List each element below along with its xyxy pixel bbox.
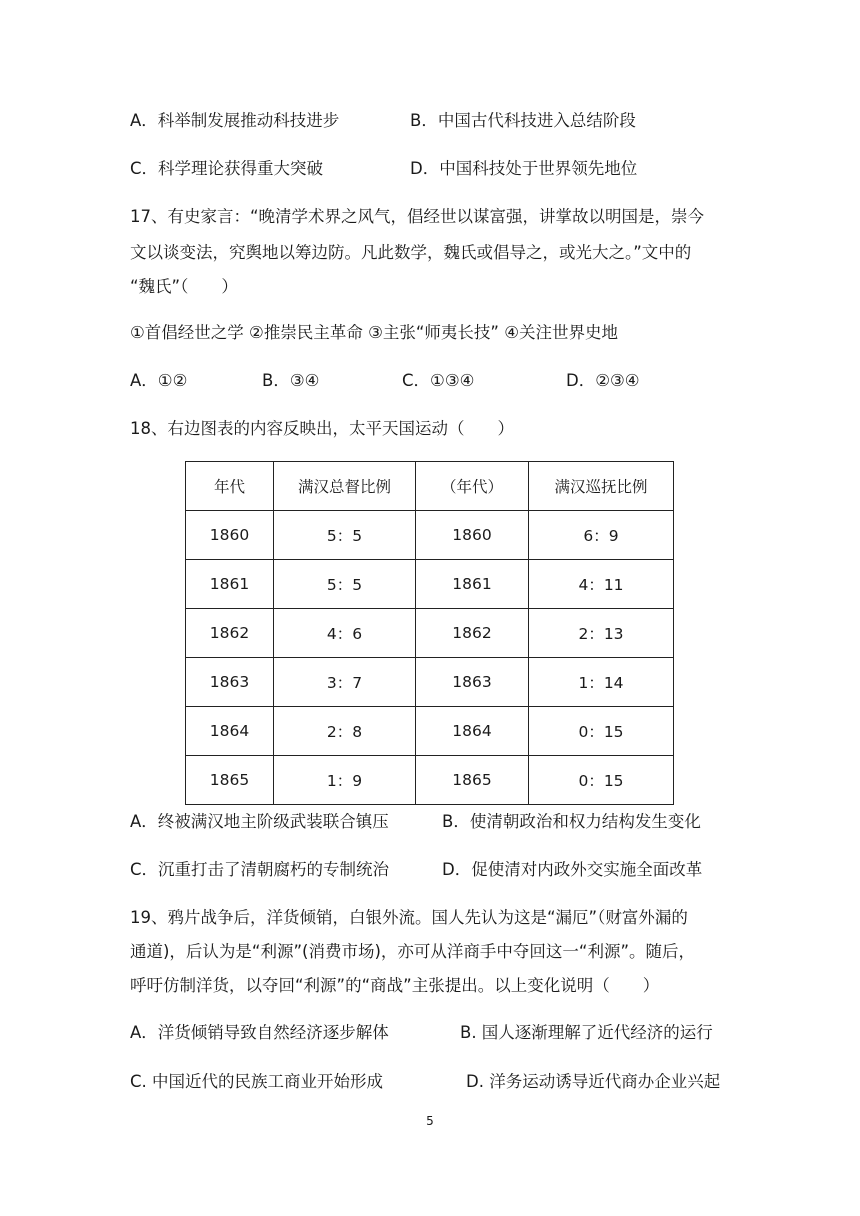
table-cell: 6：9 (529, 511, 674, 560)
table-cell: 1863 (186, 658, 274, 707)
table-cell: 1861 (416, 560, 529, 609)
header-cell: 满汉巡抚比例 (529, 462, 674, 511)
table-cell: 1863 (416, 658, 529, 707)
table-cell: 1861 (186, 560, 274, 609)
table-row (186, 560, 674, 609)
table-cell: 4：11 (529, 560, 674, 609)
q19-stem-line-3: 呼吁仿制洋货，以夺回“利源”的“商战”主张提出。以上变化说明（ ） (130, 976, 660, 995)
q18-option-a: A．终被满汉地主阶级武装联合镇压 (130, 812, 389, 831)
table-cell: 4：6 (274, 609, 416, 658)
q16-option-a: A．科举制发展推动科技进步 (130, 111, 340, 130)
table-cell: 0：15 (529, 707, 674, 756)
header-cell: （年代） (416, 462, 529, 511)
table-row (186, 756, 674, 805)
q16-option-d: D．中国科技处于世界领先地位 (410, 159, 638, 178)
q17-stem-line-3: “魏氏”（ ） (130, 277, 238, 296)
table-cell: 1：9 (274, 756, 416, 805)
table-cell: 2：13 (529, 609, 674, 658)
table-row (186, 707, 674, 756)
table-header-row (186, 462, 674, 511)
table-cell: 1860 (186, 511, 274, 560)
q17-stem-line-1: 17、有史家言：“晚清学术界之风气，倡经世以谋富强，讲掌故以明国是，崇今 (130, 207, 705, 226)
table-cell: 1864 (186, 707, 274, 756)
table-cell: 1862 (186, 609, 274, 658)
table-cell: 1864 (416, 707, 529, 756)
table-cell: 1：14 (529, 658, 674, 707)
table-row (186, 511, 674, 560)
q19-option-d: D. 洋务运动诱导近代商办企业兴起 (466, 1072, 721, 1091)
q17-option-d: D．②③④ (566, 371, 640, 390)
q19-stem-line-1: 19、鸦片战争后，洋货倾销，白银外流。国人先认为这是“漏厄”（财富外漏的 (130, 908, 688, 927)
q16-option-b: B．中国古代科技进入总结阶段 (410, 111, 636, 130)
table-cell: 5：5 (274, 511, 416, 560)
governor-ratio-table (185, 461, 674, 805)
q19-option-a: A．洋货倾销导致自然经济逐步解体 (130, 1023, 389, 1042)
q17-option-b: B．③④ (262, 371, 320, 390)
q18-option-d: D．促使清对内政外交实施全面改革 (442, 860, 703, 879)
q19-option-b: B. 国人逐渐理解了近代经济的运行 (460, 1023, 713, 1042)
table-cell: 1865 (186, 756, 274, 805)
table-cell: 1865 (416, 756, 529, 805)
header-cell: 年代 (186, 462, 274, 511)
q17-option-a: A．①② (130, 371, 188, 390)
q18-stem: 18、右边图表的内容反映出，太平天国运动（ ） (130, 419, 514, 438)
q19-option-c: C. 中国近代的民族工商业开始形成 (130, 1072, 384, 1091)
table-row (186, 658, 674, 707)
header-cell: 满汉总督比例 (274, 462, 416, 511)
q18-option-c: C．沉重打击了清朝腐朽的专制统治 (130, 860, 390, 879)
table-cell: 2：8 (274, 707, 416, 756)
table-cell: 1860 (416, 511, 529, 560)
table-cell: 5：5 (274, 560, 416, 609)
table-cell: 1862 (416, 609, 529, 658)
q19-stem-line-2: 通道)，后认为是“利源”(消费市场)，亦可从洋商手中夺回这一“利源”。随后， (130, 942, 696, 961)
table-cell: 0：15 (529, 756, 674, 805)
q17-stem-line-2: 文以谈变法，究舆地以筹边防。凡此数学，魏氏或倡导之，或光大之。”文中的 (130, 243, 692, 262)
q17-option-c: C．①③④ (402, 371, 475, 390)
table-row (186, 609, 674, 658)
q18-option-b: B．使清朝政治和权力结构发生变化 (442, 812, 701, 831)
page-number: 5 (426, 1114, 434, 1128)
table-cell: 3：7 (274, 658, 416, 707)
q17-items: ①首倡经世之学 ②推崇民主革命 ③主张“师夷长技” ④关注世界史地 (130, 323, 618, 342)
q16-option-c: C．科学理论获得重大突破 (130, 159, 324, 178)
